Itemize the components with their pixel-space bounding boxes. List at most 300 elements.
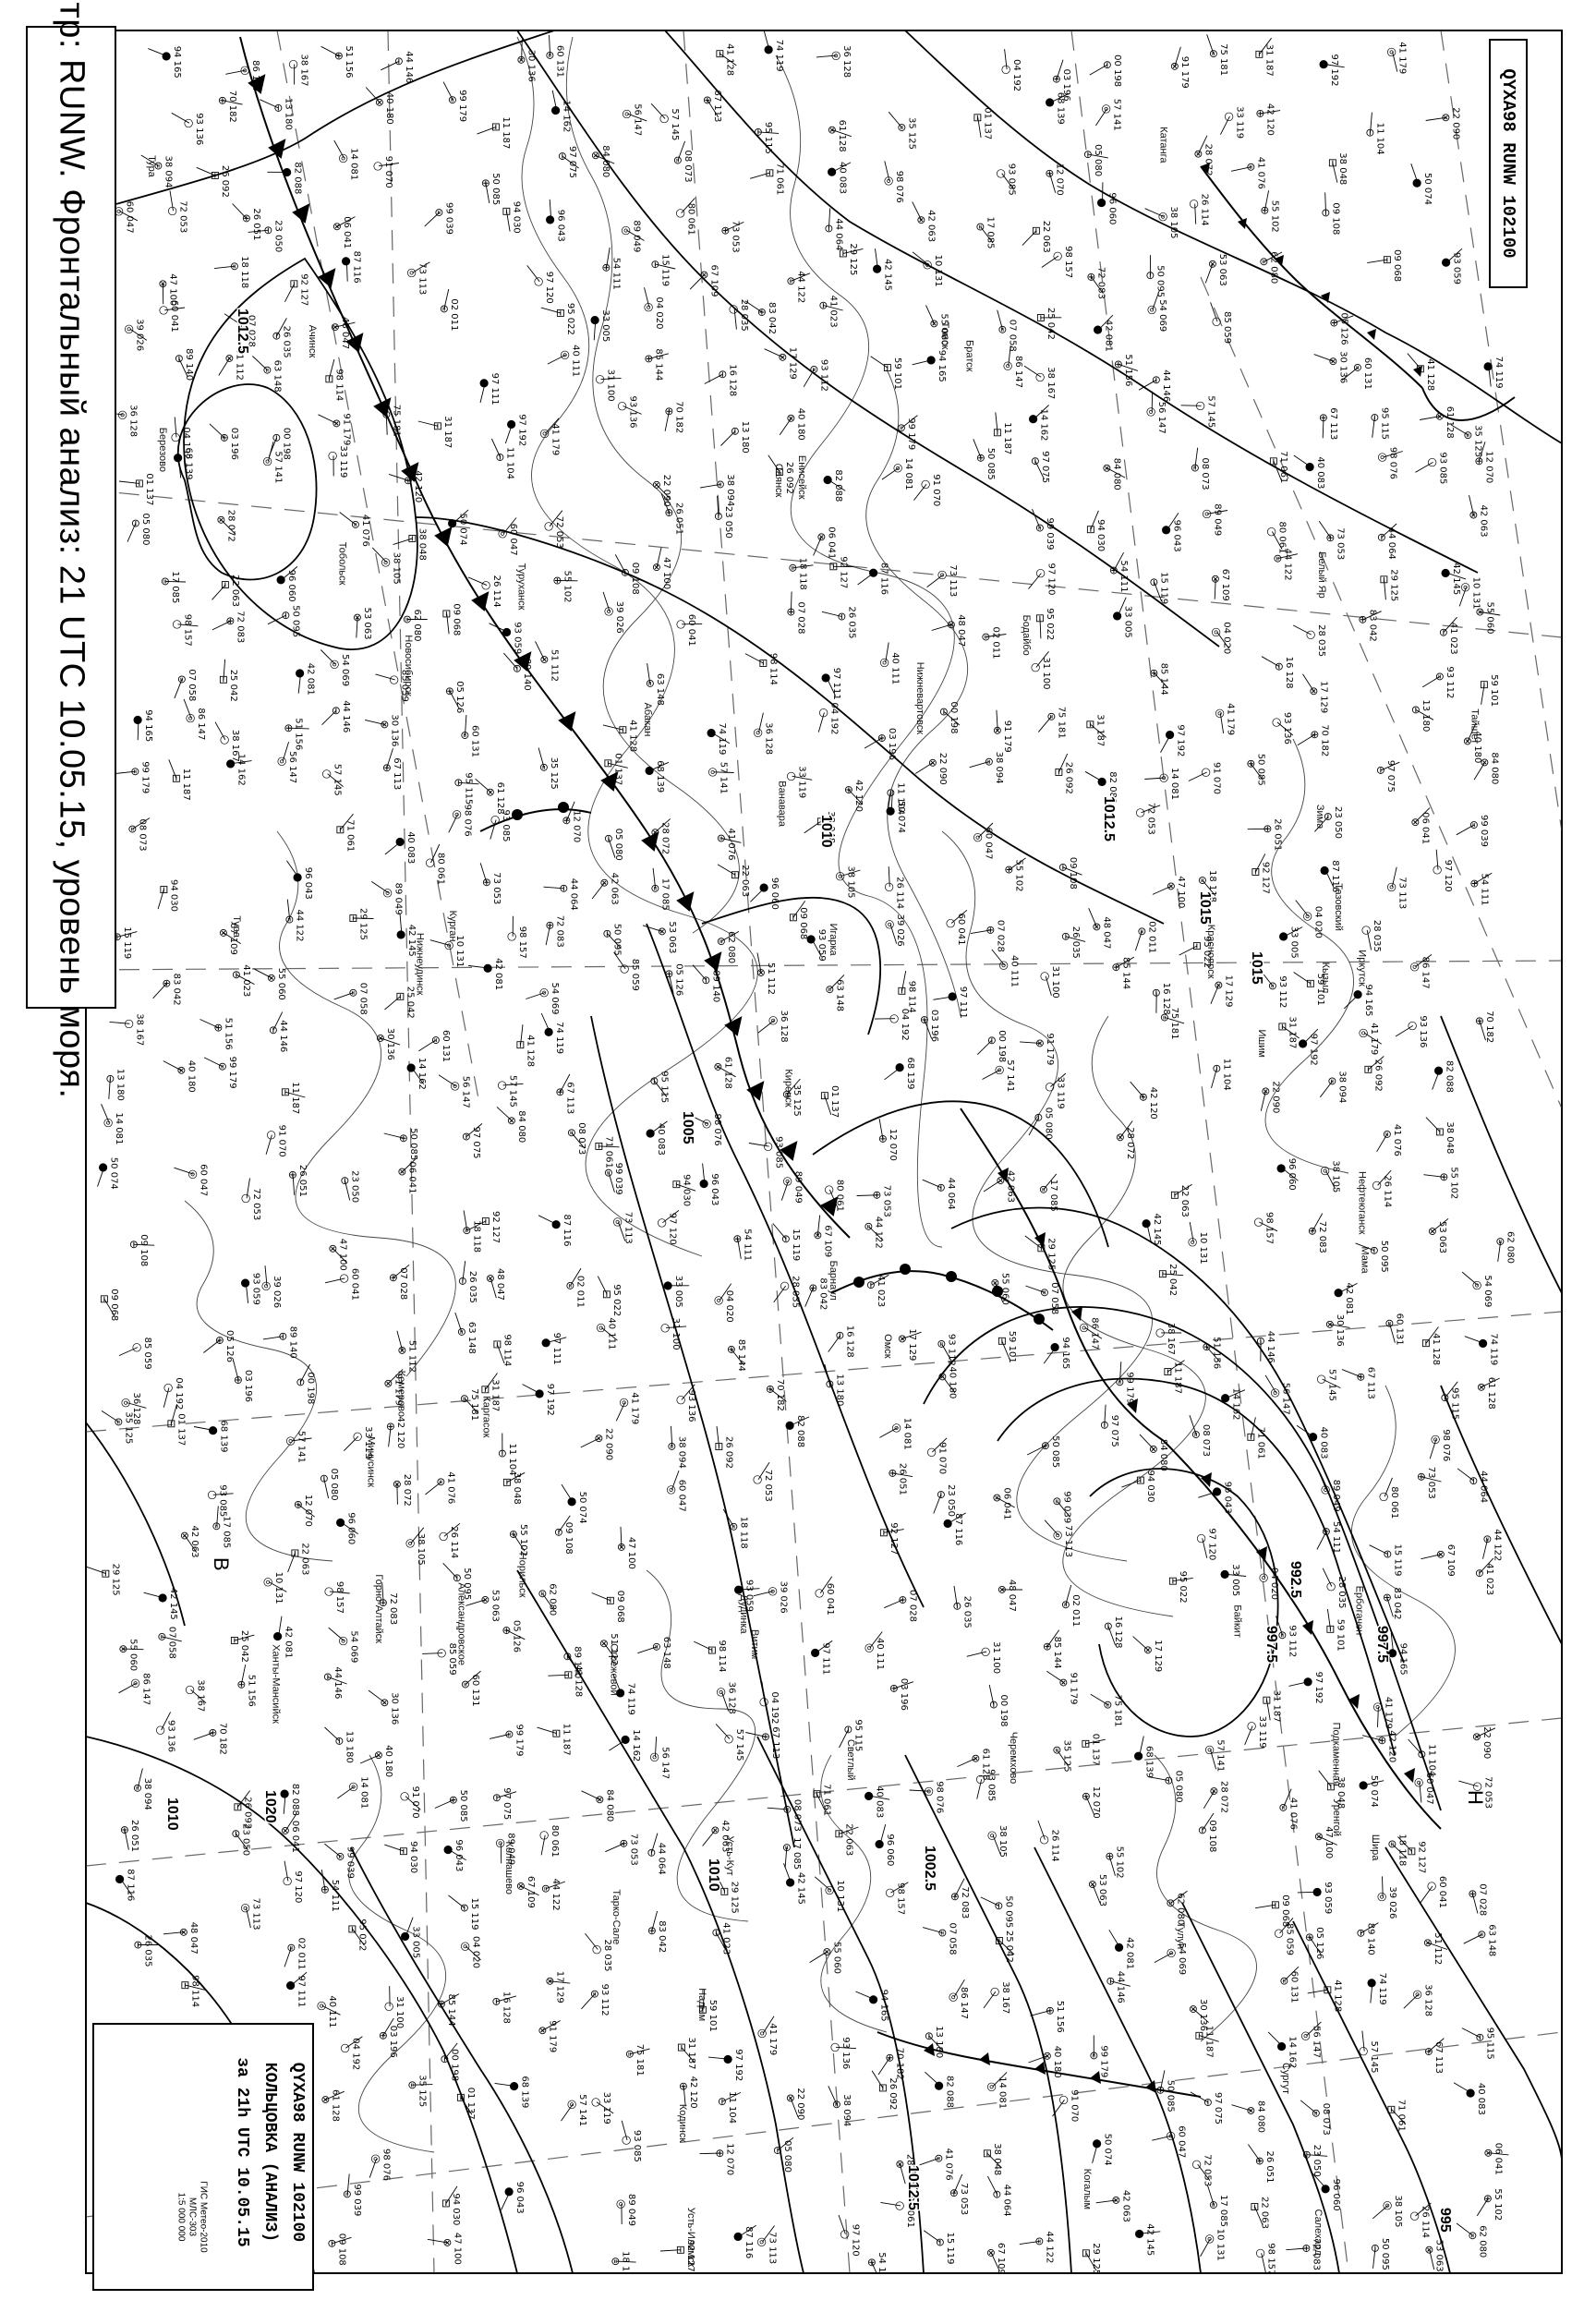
station-pressure: 44 122: [294, 909, 305, 942]
station-plot: [323, 1581, 350, 1614]
station-plot: [1204, 1739, 1226, 1772]
station-symbol: ⊗: [1187, 2004, 1201, 2015]
station-symbol: ⊗: [514, 1881, 527, 1891]
station-plot: [1377, 1124, 1402, 1156]
station-symbol: ⊜: [602, 1168, 616, 1178]
station-pressure: 60 041: [956, 913, 967, 946]
station-symbol: ⊗: [484, 1274, 498, 1284]
station-plot: [1421, 1876, 1447, 1908]
station-symbol: ○: [1034, 568, 1048, 578]
wind-barb: [1457, 2223, 1473, 2235]
station-pressure: 67 113: [1433, 2041, 1444, 2074]
wind-barb: [476, 779, 491, 792]
station-pressure: 28 072: [1125, 1127, 1136, 1160]
station-plot: [163, 1922, 199, 1955]
station-plot: [1262, 657, 1294, 689]
station-plot: [173, 348, 194, 381]
station-symbol: ⊜: [1033, 2236, 1046, 2246]
station-plot: [225, 754, 252, 786]
station-symbol: ⊖: [1143, 271, 1157, 281]
station-symbol: ⊖: [716, 369, 730, 380]
station-plot: [1044, 1073, 1066, 1109]
station-symbol: ○: [123, 1019, 137, 1029]
station-symbol: ⊗: [505, 1116, 519, 1126]
wind-barb: [412, 2085, 432, 2086]
station-plot: [1252, 1212, 1277, 1244]
station-symbol: ●: [550, 1219, 563, 1229]
station-symbol: ⊜: [643, 678, 657, 688]
station-plot: [1462, 1272, 1493, 1307]
station-plot: [385, 831, 416, 864]
station-plot: [284, 900, 305, 942]
station-symbol: ⊗: [543, 1976, 557, 1986]
station-pressure: 62 080: [1268, 251, 1279, 284]
station-pressure: 10 131: [1198, 1231, 1209, 1265]
station-plot: [1357, 610, 1382, 642]
station-pressure: 10 131: [1470, 576, 1481, 610]
station-pressure: 39 026: [272, 1276, 282, 1309]
station-plot: [1298, 724, 1330, 757]
station-symbol: ⊟: [1252, 49, 1266, 59]
station-symbol: ⊗: [351, 612, 365, 623]
station-symbol: ◎: [665, 1484, 679, 1495]
station-plot: [883, 866, 904, 909]
station-plot: [1404, 1984, 1433, 2016]
place-name: Надым: [696, 1988, 707, 2022]
station-pressure: 26 035: [142, 1934, 153, 1967]
station-pressure: 14 081: [901, 1417, 913, 1450]
station-pressure: 04 020: [1312, 905, 1324, 938]
station-symbol: ●: [644, 1128, 658, 1139]
station-plot: [1278, 926, 1303, 959]
station-plot: [648, 1071, 670, 1103]
station-symbol: ◎: [337, 1636, 351, 1646]
station-pressure: 33 119: [601, 2091, 611, 2124]
wind-barb: [977, 1040, 992, 1055]
station-pressure: 62 080: [547, 1583, 558, 1616]
station-pressure: 59 101: [707, 1999, 718, 2032]
station-symbol: ○: [1194, 401, 1208, 411]
station-plot: [716, 2091, 741, 2124]
station-pressure: 14 162: [1230, 1387, 1241, 1421]
station-symbol: ⊟: [991, 428, 1005, 438]
station-pressure: 85 059: [399, 669, 410, 702]
station-pressure: 14 081: [348, 148, 359, 181]
station-plot: [950, 1586, 972, 1628]
station-plot: [811, 1215, 832, 1257]
station-pressure: 63 148: [466, 1321, 477, 1354]
station-plot: [1358, 1023, 1382, 1055]
station-symbol: ◎: [443, 940, 457, 950]
station-symbol: ●: [925, 355, 938, 366]
station-plot: [389, 470, 423, 502]
station-symbol: ⊟: [478, 1385, 492, 1395]
station-symbol: ⊖: [266, 1025, 280, 1035]
station-symbol: ○: [399, 1791, 412, 1802]
station-plot: [556, 146, 579, 178]
station-pressure: 38 105: [1393, 2195, 1403, 2228]
station-symbol: ⊕: [645, 1926, 659, 1936]
station-symbol: ⊗: [811, 1230, 825, 1241]
station-pressure: 11 104: [1426, 1744, 1437, 1777]
station-pressure: 05 126: [224, 1330, 235, 1362]
station-symbol: ⊖: [1473, 2032, 1487, 2042]
station-pressure: 42 081: [305, 662, 316, 696]
station-symbol: ⊜: [996, 324, 1010, 334]
station-symbol: ⊕: [662, 406, 676, 417]
station-symbol: ⊖: [1162, 1775, 1176, 1786]
station-symbol: ⊖: [438, 2054, 452, 2064]
station-pressure: 91 179: [1045, 1033, 1055, 1066]
station-pressure: 39 026: [778, 1580, 789, 1614]
station-symbol: ○: [166, 206, 180, 216]
wind-barb: [1404, 1994, 1419, 2008]
station-pressure: 40 180: [1052, 2045, 1063, 2078]
station-symbol: ⊗: [820, 1947, 834, 1957]
station-plot: [439, 1075, 470, 1108]
station-symbol: ⊖: [992, 1901, 1006, 1911]
station-plot: [810, 1784, 831, 1816]
station-symbol: ◎: [611, 1217, 625, 1228]
station-pressure: 16 128: [501, 1991, 512, 2024]
station-symbol: ●: [156, 1592, 170, 1604]
station-symbol: ⊕: [784, 607, 798, 617]
station-symbol: ◎: [120, 1398, 134, 1408]
station-symbol: ⊖: [490, 1996, 503, 2006]
station-pressure: 55 102: [1013, 859, 1024, 892]
station-plot: [1298, 1882, 1333, 1914]
wind-barb: [1457, 825, 1474, 835]
station-symbol: ◎: [1358, 1028, 1372, 1038]
station-symbol: ⊜: [175, 674, 188, 684]
station-pressure: 30 136: [526, 49, 537, 82]
station-symbol: ●: [131, 715, 145, 725]
station-pressure: 11 187: [180, 768, 191, 801]
station-symbol: ◎: [998, 961, 1011, 971]
station-symbol: ⊖: [841, 1725, 855, 1735]
station-plot: [970, 752, 1004, 784]
station-symbol: ●: [1440, 568, 1454, 578]
station-symbol: ⊟: [670, 1180, 683, 1190]
station-plot: [616, 1392, 639, 1424]
station-symbol: ⊗: [217, 927, 231, 938]
station-symbol: ⊕: [1107, 565, 1121, 575]
station-symbol: ⊗: [175, 1065, 188, 1075]
station-pressure: 60 131: [1362, 357, 1373, 390]
station-symbol: ○: [1058, 2095, 1071, 2105]
station-pressure: 94 165: [142, 709, 153, 743]
station-plot: [217, 660, 238, 702]
station-plot: [282, 1861, 303, 1904]
station-pressure: 13 180: [739, 420, 750, 454]
station-plot: [1465, 1333, 1499, 1365]
station-pressure: 11 104: [1374, 122, 1385, 155]
station-plot: [1360, 920, 1382, 952]
station-pressure: 62 080: [1175, 1893, 1186, 1926]
station-symbol: ⊗: [649, 479, 663, 490]
station-plot: [896, 971, 917, 1013]
station-symbol: ⊜: [609, 2257, 623, 2267]
station-symbol: ●: [114, 1874, 127, 1884]
station-pressure: 41 179: [1396, 42, 1408, 75]
station-pressure: 80 061: [685, 202, 696, 236]
station-plot: [148, 46, 182, 79]
station-pressure: 51 112: [549, 649, 560, 682]
station-symbol: ◎: [1376, 1892, 1390, 1902]
station-plot: [984, 1981, 1010, 2014]
station-plot: [1079, 1734, 1106, 1766]
station-symbol: ○: [1038, 1834, 1052, 1846]
station-pressure: 15 119: [659, 254, 671, 287]
station-pressure: 25 042: [239, 1629, 250, 1663]
station-symbol: ⊟: [345, 1924, 359, 1934]
station-pressure: 91 070: [937, 1442, 948, 1475]
station-symbol: ⊕: [1300, 2244, 1313, 2254]
station-plot: [548, 345, 581, 377]
station-symbol: ◎: [1258, 1573, 1272, 1583]
station-pressure: 04 020: [470, 1936, 481, 1968]
station-plot: [649, 868, 671, 911]
station-pressure: 63 148: [661, 1636, 672, 1669]
wind-barb: [425, 212, 440, 226]
station-pressure: 44 064: [1478, 1471, 1489, 1504]
station-pressure: 09 108: [336, 2233, 347, 2266]
station-pressure: 94 030: [1095, 519, 1106, 552]
station-pressure: 55 102: [518, 1524, 529, 1556]
station-symbol: ⊗: [176, 1927, 190, 1937]
station-pressure: 87 116: [744, 2226, 755, 2259]
station-pressure: 53 063: [362, 607, 373, 640]
station-plot: [1255, 1894, 1290, 1927]
station-pressure: 38 105: [415, 1532, 426, 1566]
station-pressure: 97 075: [1108, 1414, 1119, 1447]
station-pressure: 23 050: [722, 505, 733, 539]
station-pressure: 38 167: [229, 729, 240, 762]
station-symbol: ⊗: [1114, 1132, 1128, 1143]
station-symbol: ⊖: [1322, 812, 1336, 822]
station-pressure: 48 047: [1007, 1579, 1017, 1612]
station-symbol: ◎: [892, 463, 905, 474]
station-plot: [1409, 699, 1433, 732]
station-symbol: ○: [616, 401, 630, 411]
station-plot: [1317, 1521, 1341, 1554]
station-symbol: ○: [383, 2002, 397, 2012]
station-pressure: 29 125: [110, 1563, 121, 1596]
station-symbol: ○: [757, 1697, 771, 1707]
station-symbol: ⊟: [1034, 312, 1048, 322]
station-pressure: 73 113: [417, 262, 428, 296]
station-plot: [1158, 1008, 1184, 1040]
station-pressure: 60 047: [676, 1479, 687, 1512]
station-symbol: ⊕: [1303, 1932, 1317, 1943]
station-pressure: 57 145: [332, 763, 343, 796]
station-plot: [456, 1261, 478, 1303]
station-symbol: ◎: [1409, 962, 1422, 973]
station-pressure: 16 128: [844, 1325, 855, 1358]
station-plot: [1477, 2188, 1503, 2221]
station-plot: [1038, 1821, 1060, 1862]
station-plot: [545, 200, 566, 242]
station-pressure: 22 090: [1481, 1726, 1493, 1760]
station-plot: [1473, 1011, 1494, 1043]
station-symbol: ◎: [947, 1992, 961, 2003]
station-symbol: ◎: [1376, 452, 1390, 463]
station-plot: [1253, 103, 1280, 136]
wind-barb: [210, 424, 224, 438]
station-symbol: ●: [272, 1631, 285, 1641]
wind-barb: [212, 585, 226, 599]
station-symbol: ○: [320, 769, 334, 780]
station-plots: [87, 30, 1516, 2284]
station-plot: [828, 2086, 852, 2126]
station-symbol: ⊜: [564, 1128, 578, 1138]
wind-barb: [871, 357, 888, 368]
station-symbol: ⊟: [405, 533, 419, 543]
station-symbol: ⊜: [895, 423, 909, 433]
station-symbol: ⊟: [440, 609, 453, 619]
station-plot: [927, 564, 959, 597]
station-pressure: 67 109: [996, 2242, 1007, 2275]
station-symbol: ⊗: [390, 1479, 404, 1489]
station-symbol: ⊕: [756, 308, 769, 318]
station-pressure: 99 039: [613, 1162, 624, 1195]
station-symbol: ⊕: [384, 1422, 398, 1432]
station-symbol: ○: [590, 2097, 603, 2108]
station-plot: [541, 1013, 564, 1054]
station-pressure: 29 125: [729, 1881, 740, 1914]
station-plot: [1494, 1231, 1516, 1264]
station-pressure: 97 075: [1039, 451, 1050, 484]
isobar-label: 1012.5: [905, 2165, 921, 2210]
station-plot: [663, 401, 684, 433]
station-symbol: ⊖: [1102, 1621, 1115, 1631]
station-plot: [925, 1438, 947, 1474]
station-pressure: 07 058: [1049, 1282, 1060, 1315]
station-pressure: 28 035: [1336, 1576, 1347, 1609]
station-symbol: ⊖: [1354, 1928, 1368, 1938]
station-pressure: 38 167: [195, 1679, 206, 1713]
station-symbol: ○: [538, 1830, 552, 1841]
station-plot: [479, 173, 501, 205]
station-plot: [441, 603, 462, 636]
station-symbol: ⊖: [555, 151, 569, 162]
station-symbol: ⊗: [1307, 686, 1321, 696]
station-symbol: ⊜: [671, 155, 684, 165]
station-symbol: ⊖: [602, 833, 615, 843]
station-symbol: ○: [1191, 2160, 1204, 2170]
station-plot: [127, 1234, 154, 1266]
station-pressure: 26 051: [1272, 818, 1283, 852]
station-symbol: ⊖: [1363, 127, 1377, 138]
station-pressure: 91 070: [410, 1786, 420, 1819]
station-symbol: ⊟: [217, 674, 230, 684]
station-plot: [113, 201, 138, 234]
station-plot: [334, 814, 356, 852]
station-plot: [204, 1057, 237, 1089]
station-symbol: ◎: [834, 871, 848, 881]
station-symbol: ◎: [884, 919, 898, 930]
station-symbol: ◎: [614, 2199, 628, 2209]
station-plot: [1102, 1616, 1123, 1649]
station-symbol: ⊖: [934, 2237, 948, 2247]
station-symbol: ○: [182, 118, 196, 128]
station-symbol: ⊖: [780, 1234, 792, 1244]
station-plot: [235, 1664, 256, 1707]
station-pressure: 26 114: [1420, 2206, 1431, 2238]
station-pressure: 85 144: [1052, 1636, 1062, 1669]
station-symbol: ○: [265, 1130, 279, 1141]
station-symbol: ⊖: [495, 1448, 509, 1459]
station-plot: [562, 2094, 588, 2126]
station-pressure: 22 063: [739, 865, 750, 898]
station-symbol: ⊗: [1481, 2148, 1495, 2158]
station-plot: [396, 1157, 417, 1193]
station-symbol: ⊜: [1383, 1318, 1396, 1328]
station-pressure: 93 085: [985, 1769, 997, 1802]
station-symbol: ⊗: [319, 2095, 332, 2105]
station-pressure: 05 080: [613, 828, 623, 861]
station-pressure: 08 073: [575, 1122, 586, 1156]
station-pressure: 61 128: [495, 781, 506, 815]
station-symbol: ⊕: [617, 1838, 631, 1848]
station-pressure: 98 157: [333, 1580, 345, 1614]
station-pressure: 97 120: [544, 271, 555, 304]
station-pressure: 57 141: [272, 451, 284, 484]
station-plot: [756, 2016, 778, 2056]
station-symbol: ●: [481, 963, 495, 974]
station-symbol: ●: [1307, 1432, 1321, 1442]
station-pressure: 96 043: [555, 209, 566, 242]
station-symbol: ●: [821, 475, 835, 485]
station-plot: [1110, 957, 1134, 989]
station-symbol: ⊜: [1385, 1839, 1399, 1849]
station-pressure: 22 090: [660, 474, 671, 507]
station-symbol: ○: [1051, 251, 1065, 261]
station-symbol: ⊕: [1317, 413, 1330, 423]
station-symbol: ⊗: [598, 878, 611, 888]
station-pressure: 40 083: [837, 162, 848, 194]
station-pressure: 05 080: [1093, 144, 1104, 177]
station-symbol: ⊜: [446, 95, 460, 105]
station-plot: [501, 1472, 525, 1505]
place-name: Александровское: [455, 1582, 467, 1665]
station-pressure: 96 043: [1222, 1481, 1233, 1514]
station-plot: [239, 1273, 260, 1305]
station-plot: [564, 1268, 586, 1308]
station-pressure: 55 060: [1484, 601, 1495, 635]
station-pressure: 14 162: [1038, 408, 1049, 442]
station-plot: [1029, 451, 1050, 483]
station-plot: [614, 952, 641, 991]
station-symbol: ○: [988, 1987, 1002, 1997]
station-symbol: ⊖: [728, 426, 742, 436]
station-symbol: ⊜: [151, 161, 165, 171]
station-pressure: 31 187: [1271, 1689, 1282, 1723]
station-symbol: ⊗: [988, 1277, 1002, 1288]
station-pressure: 84 080: [604, 1789, 615, 1822]
station-pressure: 55 060: [831, 1942, 842, 1974]
station-symbol: ●: [947, 991, 961, 1002]
station-symbol: ⊕: [1324, 533, 1337, 543]
station-pressure: 03 196: [887, 728, 897, 760]
station-symbol: ⊗: [697, 270, 711, 280]
station-pressure: 09 108: [1206, 1820, 1217, 1853]
place-name: Тулун: [1175, 1921, 1187, 1950]
station-plot: [1245, 1417, 1266, 1459]
station-plot: [1200, 1337, 1221, 1369]
station-pressure: 48 047: [955, 614, 966, 648]
station-plot: [1300, 2100, 1331, 2136]
